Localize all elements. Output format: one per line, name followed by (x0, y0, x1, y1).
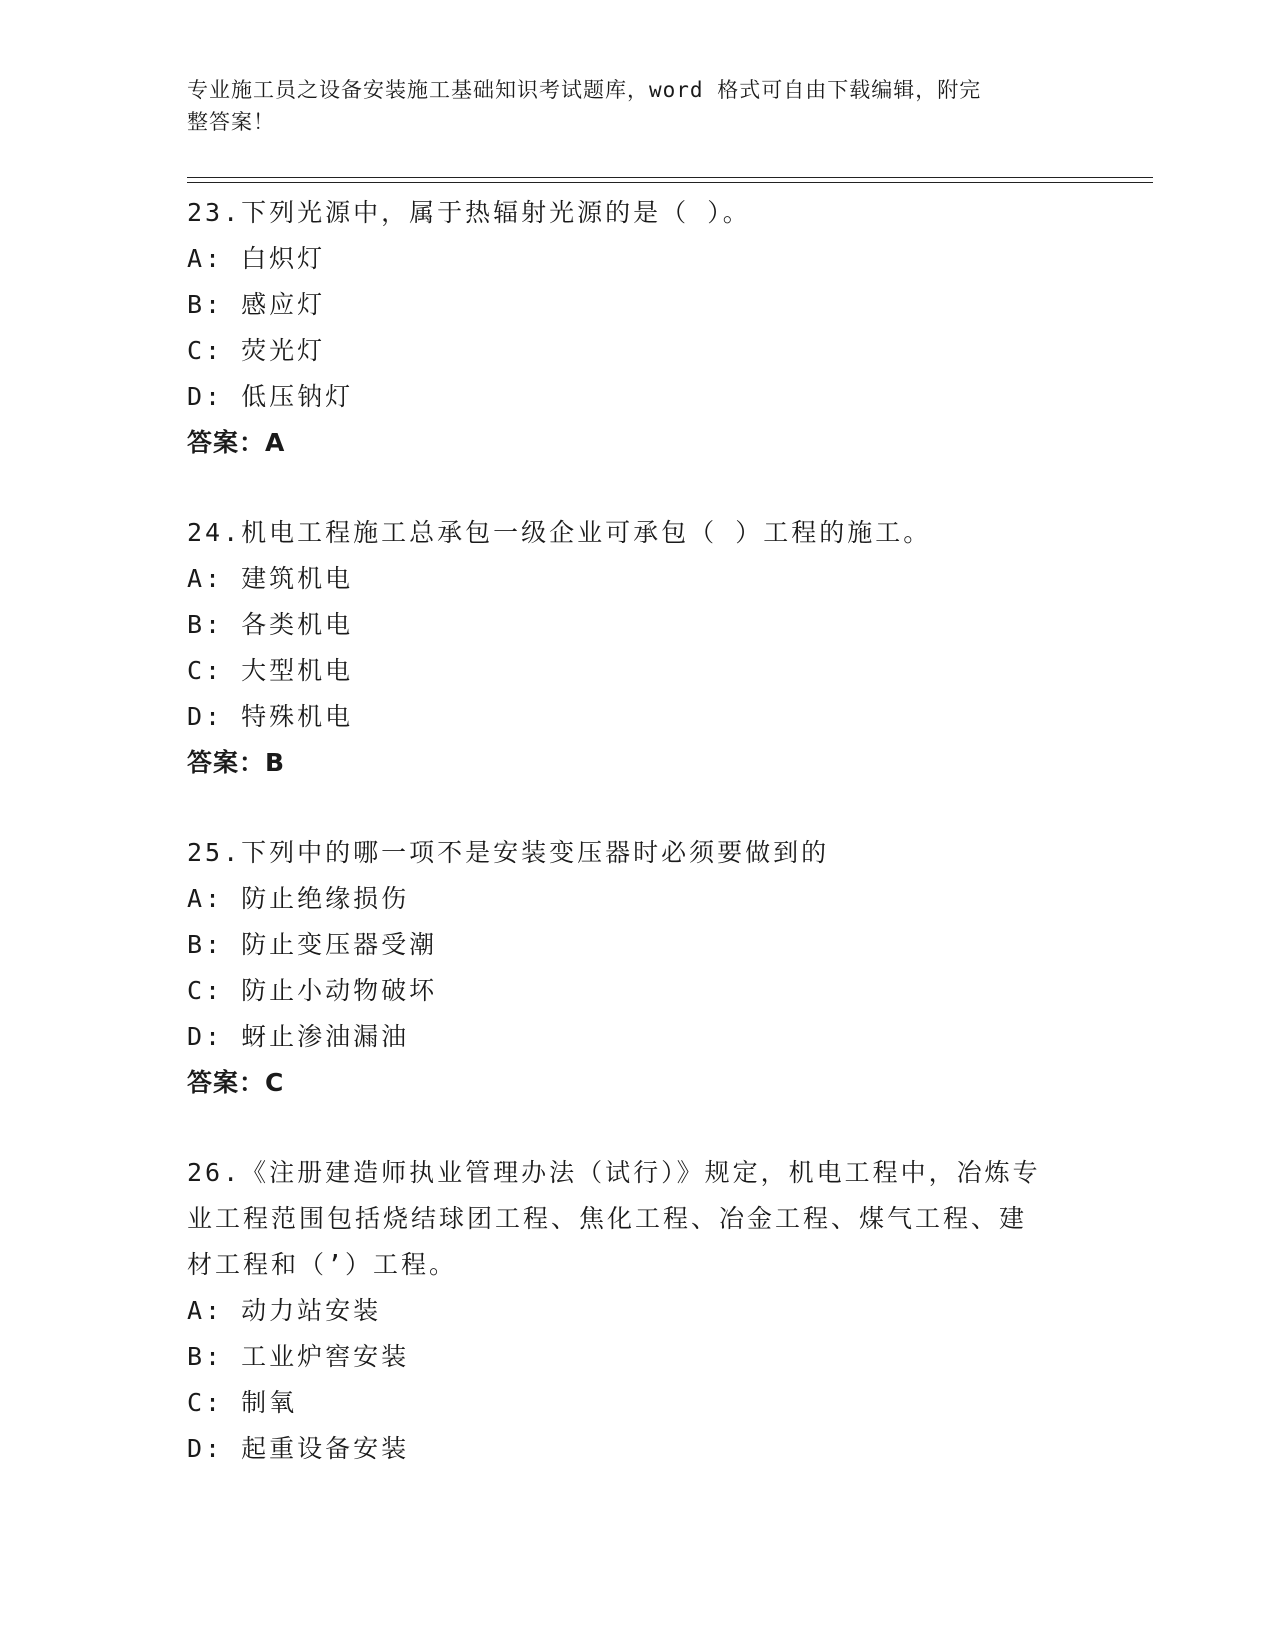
question-26 (187, 1150, 1087, 1472)
option-a: A: 建筑机电 (187, 564, 354, 593)
option-c: C: 防止小动物破坏 (187, 976, 438, 1005)
option-c: C: 荧光灯 (187, 336, 326, 365)
option-d: D: 低压钠灯 (187, 382, 354, 411)
answer: 答案：A (187, 428, 286, 457)
header-divider-top (187, 177, 1153, 178)
answer: 答案：C (187, 1068, 285, 1097)
question-24 (187, 510, 1087, 786)
option-b: B: 工业炉窖安装 (187, 1342, 410, 1371)
question-stem: 23.下列光源中，属于热辐射光源的是（ ）。 (187, 198, 751, 227)
option-a: A: 动力站安装 (187, 1296, 382, 1325)
document-header (187, 74, 1067, 138)
question-stem: 24.机电工程施工总承包一级企业可承包（ ）工程的施工。 (187, 518, 932, 547)
question-stem-line-2: 业工程范围包括烧结球团工程、焦化工程、冶金工程、煤气工程、建 (187, 1204, 1028, 1233)
option-a: A: 白炽灯 (187, 244, 326, 273)
option-d: D: 蚜止渗油漏油 (187, 1022, 410, 1051)
option-d: D: 特殊机电 (187, 702, 354, 731)
question-23 (187, 190, 1087, 466)
option-d: D: 起重设备安装 (187, 1434, 410, 1463)
option-c: C: 大型机电 (187, 656, 354, 685)
question-stem: 25.下列中的哪一项不是安装变压器时必须要做到的 (187, 838, 830, 867)
option-b: B: 防止变压器受潮 (187, 930, 438, 959)
option-b: B: 感应灯 (187, 290, 326, 319)
header-line-1: 专业施工员之设备安装施工基础知识考试题库，word 格式可自由下载编辑，附完 (187, 78, 982, 102)
question-stem-line-3: 材工程和（’）工程。 (187, 1250, 458, 1279)
question-stem-line-1: 26.《注册建造师执业管理办法（试行）》规定，机电工程中，冶炼专 (187, 1158, 1041, 1187)
option-a: A: 防止绝缘损伤 (187, 884, 410, 913)
question-25 (187, 830, 1087, 1106)
option-b: B: 各类机电 (187, 610, 354, 639)
header-divider-bottom (187, 182, 1153, 183)
option-c: C: 制氧 (187, 1388, 298, 1417)
answer: 答案：B (187, 748, 286, 777)
header-line-2: 整答案！ (187, 110, 275, 134)
